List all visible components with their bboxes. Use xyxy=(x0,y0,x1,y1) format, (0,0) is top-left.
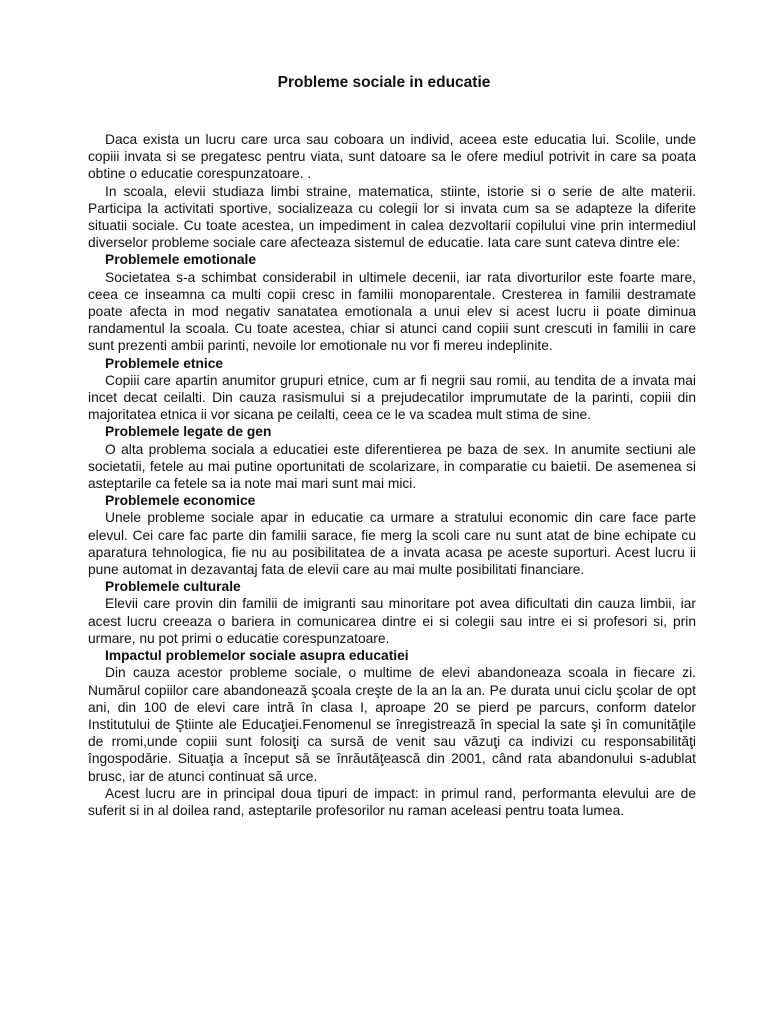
section-heading-gender: Problemele legate de gen xyxy=(105,424,272,440)
section-paragraph: Acest lucru are in principal doua tipuri de impact: in primul rand, performanta elevului are de suferit si in al doilea rand, asteptarile profesorilor nu raman aceleasi pentru toata lumea. xyxy=(88,785,696,818)
section-heading-impact: Impactul problemelor sociale asupra educatiei xyxy=(105,648,409,664)
section-paragraph: O alta problema sociala a educatiei este diferentierea pe baza de sex. In anumite sectiuni ale societatii, fetele au mai putine oportunitati de scolarizare, in comparatie cu baietii. De asemenea si asteptarile ca fetele sa ia note mai mari sunt mai mici. xyxy=(88,441,696,492)
section-heading-emotional: Problemele emotionale xyxy=(105,252,257,268)
section-paragraph: Elevii care provin din familii de imigranti sau minoritare pot avea dificultati din cauza limbii, iar acest lucru creeaza o bariera in comunicarea dintre ei si colegii sau intre ei si profesori si, prin urmare, nu pot primi o educatie corespunzatoare. xyxy=(88,596,696,646)
intro-paragraph: Daca exista un lucru care urca sau coboara un individ, aceea este educatia lui. Scolile, unde copiii invata si se pregatesc pentru viata, sunt datoare sa le ofere mediul potrivit in care sa poata obtine o educatie corespunzatoare. . xyxy=(88,132,696,182)
section-heading-economic: Problemele economice xyxy=(105,493,256,509)
section-heading-cultural: Problemele culturale xyxy=(105,579,241,595)
section-paragraph: Unele probleme sociale apar in educatie ca urmare a stratului economic din care face parte elevul. Cei care fac parte din familii sarace, fie merg la scoli care nu sunt atat de bine echipate cu aparatura tehnologica, fie nu au posibilitatea de a invata acasa pe aceste suporturi. Acest lucru ii pune automat in dezavantaj fata de elevii care au mai multe posibilitati financiare. xyxy=(88,510,696,578)
document-title: Probleme sociale in educatie xyxy=(277,74,491,91)
section-heading-ethnic: Problemele etnice xyxy=(105,355,224,371)
section-paragraph: Din cauza acestor probleme sociale, o multime de elevi abandoneaza scoala in fiecare zi. Numărul copiilor care abandonează şcoala creşte de la an la an. Pe durata unui ciclu şcolar de opt ani, din 100 de elevi care intră în clasa I, aproape 20 se pierd pe parcurs, conform datelor Institutului de Ştiinte ale Educaţiei.Fenomenul se înregistrează în special la sate şi în comunităţile de rromi,unde copiii sunt folosiţi ca sursă de venit sau văzuţi ca indivizi cu responsabilităţi îngospodărie. Situaţia a început să se înrăutăţească din 2001, când rata abandonului s-adublat brusc, iar de atunci continuat să urce. xyxy=(88,665,696,784)
intro-paragraph: In scoala, elevii studiaza limbi straine, matematica, stiinte, istorie si o serie de alte materii. Participa la activitati sportive, socializeaza cu colegii lor si invata cum sa se adapteze la diferite situatii sociale. Cu toate acestea, un impediment in calea dezvoltarii copilului vine prin intermediul diverselor probleme sociale care afecteaza sistemul de educatie. Iata care sunt cateva dintre ele: xyxy=(88,183,696,251)
section-paragraph: Copiii care apartin anumitor grupuri etnice, cum ar fi negrii sau romii, au tendita de a invata mai incet decat ceilalti. Din cauza rasismului si a prejudecatilor imprumutate de la parinti, copiii din majoritatea etnica ii vor sicana pe ceilalti, ceea ce le va scadea mult stima de sine. xyxy=(88,372,696,423)
document-body xyxy=(88,131,696,819)
section-paragraph: Societatea s-a schimbat considerabil in ultimele decenii, iar rata divorturilor este foarte mare, ceea ce inseamna ca multi copii cresc in familii monoparentale. Cresterea in familii destramate poate afecta in mod negativ sanatatea emotionala a unui elev si acest lucru ii poate diminua randamentul la scoala. Cu toate acestea, chiar si atunci cand copiii sunt crescuti in familii in care sunt prezenti ambii parinti, nevoile lor emotionale nu vor fi mereu indeplinite. xyxy=(88,269,696,354)
